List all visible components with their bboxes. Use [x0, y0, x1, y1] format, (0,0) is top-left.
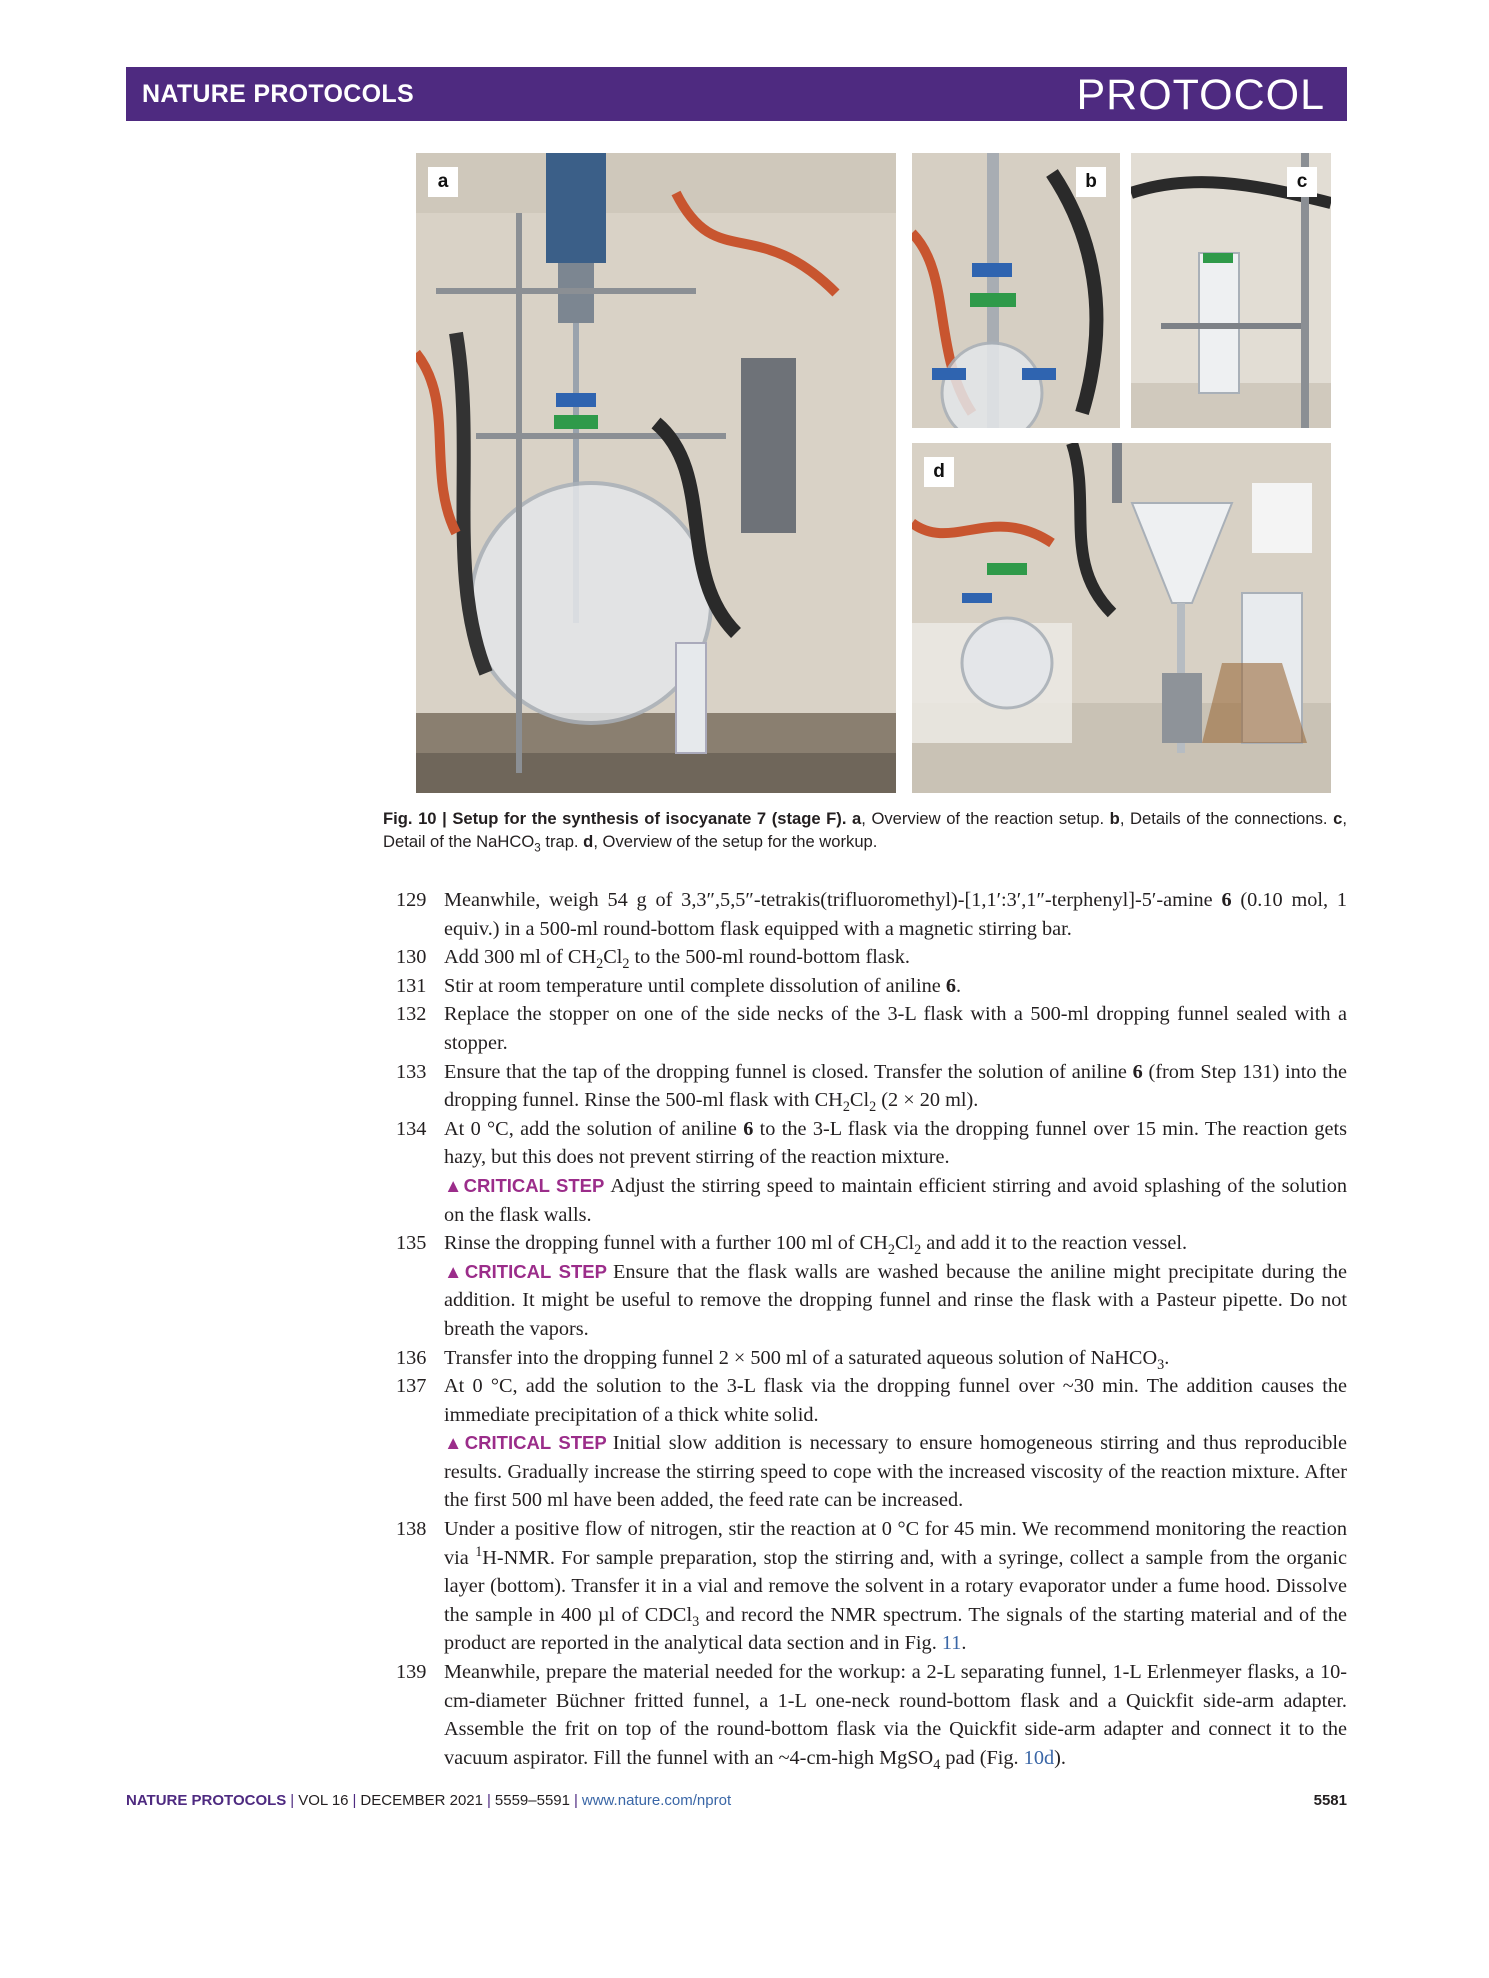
panel-label-d: d [924, 457, 954, 487]
step-number: 129 [396, 889, 427, 911]
compound-ref: 6 [1221, 889, 1232, 911]
journal-name: NATURE PROTOCOLS [142, 80, 414, 108]
critical-step-text: Initial slow addition is necessary to ensure homogeneous stirring and thus reproducible results. Gradually increase the stirring speed to cope with the increased viscosity of the reaction mixture. After the first 500 ml have been added, the feed rate can be increased. [444, 1432, 1347, 1512]
critical-step-tag: ▲CRITICAL STEP [444, 1174, 605, 1196]
caption-text-c-post: trap. [540, 832, 579, 851]
step-number: 135 [396, 1232, 427, 1255]
step-number: 133 [396, 1060, 427, 1083]
figure-panel-c-photo [1131, 153, 1331, 428]
journal-header-bar [126, 67, 1347, 121]
step-135 [396, 1229, 1347, 1343]
step-136 [396, 1344, 1347, 1373]
figure-panel-b-photo [912, 153, 1120, 428]
panel-label-a: a [428, 167, 458, 197]
step-number: 134 [396, 1117, 427, 1140]
figure-link-10d[interactable]: 10d [1023, 1746, 1055, 1769]
step-sub: 2 [842, 1099, 850, 1116]
step-number: 139 [396, 1661, 427, 1684]
critical-step-note [444, 1258, 1347, 1344]
caption-text-a: , Overview of the reaction setup. [861, 809, 1105, 828]
step-text-cont: Cl [894, 1232, 915, 1255]
step-text-cont: Cl [603, 946, 623, 969]
step-139 [396, 1658, 1347, 1772]
footer-date: DECEMBER 2021 [360, 1792, 483, 1809]
caption-text-c-pre: , Detail of the NaHCO [383, 809, 1347, 851]
step-132 [396, 1000, 1347, 1057]
critical-step-tag: ▲CRITICAL STEP [444, 1432, 607, 1454]
step-text-cont: pad (Fig. [940, 1746, 1024, 1769]
caption-ref-c: c [1333, 809, 1343, 828]
caption-ref-b: b [1109, 809, 1120, 828]
step-138 [396, 1515, 1347, 1658]
page-number: 5581 [1313, 1792, 1347, 1809]
figure-panel-a-photo [416, 153, 896, 793]
step-number: 131 [396, 974, 427, 997]
panel-label-b: b [1076, 167, 1106, 197]
step-number: 138 [396, 1518, 427, 1541]
step-text: Under a positive flow of nitrogen, stir the reaction at 0 °C for 45 min. We recommend monitoring the reaction via [444, 1518, 1347, 1569]
step-text-end: to the 500-ml round-bottom flask. [629, 946, 910, 969]
step-number: 132 [396, 1003, 427, 1026]
step-text: Add 300 ml of CH [444, 946, 597, 969]
step-text: Meanwhile, prepare the material needed for the workup: a 2-L separating funnel, 1-L Erlenmeyer flasks, a 10-cm-diameter Büchner fritted funnel, a 1-L one-neck round-bottom flask and a Quickfit side-arm adapter. Assemble the frit on top of the round-bottom flask via the Quickfit side-arm adapter and connect it to the vacuum aspirator. Fill the funnel with an ~4-cm-high MgSO [444, 1661, 1347, 1769]
critical-step-tag: ▲CRITICAL STEP [444, 1260, 607, 1282]
compound-ref: 6 [1132, 1060, 1143, 1083]
step-text-end: (2 × 20 ml). [876, 1089, 979, 1112]
step-text-cont: to the 3-L flask via the dropping funnel over 15 min. The reaction gets hazy, but this does not prevent stirring of the reaction mixture. [444, 1117, 1347, 1169]
compound-ref: 6 [743, 1117, 754, 1140]
step-sub: 3 [692, 1613, 700, 1630]
caption-text-b: , Details of the connections. [1119, 809, 1328, 828]
step-number: 137 [396, 1375, 427, 1398]
step-sub: 2 [869, 1099, 877, 1116]
step-text-cont2: and record the NMR spectrum. The signals of the starting material and of the product are reported in the analytical data section and in Fig. [444, 1603, 1347, 1655]
figure-link-11[interactable]: 11 [941, 1632, 962, 1655]
caption-text-c-sub: 3 [534, 841, 541, 855]
footer-journal: NATURE PROTOCOLS [126, 1792, 287, 1809]
step-134 [396, 1115, 1347, 1229]
step-text-end: . [961, 1632, 967, 1655]
step-text: Transfer into the dropping funnel 2 × 500 ml of a saturated aqueous solution of NaHCO [444, 1346, 1158, 1369]
step-133 [396, 1058, 1347, 1115]
step-text: At 0 °C, add the solution of aniline [444, 1117, 737, 1140]
section-label: PROTOCOL [1076, 71, 1325, 119]
step-137 [396, 1372, 1347, 1515]
step-text: Ensure that the tap of the dropping funnel is closed. Transfer the solution of aniline [444, 1060, 1127, 1083]
step-text: Meanwhile, weigh 54 g of 3,3″,5,5″-tetrakis(trifluoromethyl)-[1,1′:3′,1″-terphenyl]-5′-amine [444, 889, 1213, 911]
caption-ref-a: a [852, 809, 862, 828]
procedure-steps [396, 886, 1347, 1772]
step-number: 130 [396, 946, 427, 969]
caption-text-d: , Overview of the setup for the workup. [593, 832, 878, 851]
footer-url-link[interactable]: www.nature.com/nprot [581, 1792, 732, 1809]
critical-step-text: Adjust the stirring speed to maintain efficient stirring and avoid splashing of the solution on the flask walls. [444, 1174, 1347, 1226]
step-number: 136 [396, 1346, 427, 1369]
figure-panel-d-photo [912, 443, 1331, 793]
step-text: Replace the stopper on one of the side necks of the 3-L flask with a 500-ml dropping funnel sealed with a stopper. [444, 1003, 1347, 1054]
critical-step-note [444, 1172, 1347, 1229]
step-sub: 4 [933, 1756, 941, 1773]
step-text: Rinse the dropping funnel with a further 100 ml of CH [444, 1232, 888, 1255]
step-text-end: . [1164, 1346, 1170, 1369]
figure-caption [383, 807, 1347, 853]
step-sup: 1 [475, 1543, 483, 1560]
step-text-end: and add it to the reaction vessel. [921, 1232, 1188, 1255]
panel-label-c: c [1287, 167, 1317, 197]
step-text-cont: (from Step 131) into the dropping funnel. Rinse the 500-ml flask with CH [444, 1060, 1347, 1112]
step-text: At 0 °C, add the solution to the 3-L flask via the dropping funnel over ~30 min. The addition causes the immediate precipitation of a thick white solid. [444, 1375, 1347, 1426]
step-text-cont2: Cl [849, 1089, 870, 1112]
footer-pages: 5559–5591 [494, 1792, 570, 1809]
footer-volume: VOL 16 [298, 1792, 349, 1809]
step-130 [396, 943, 1347, 972]
step-text: Stir at room temperature until complete dissolution of aniline [444, 974, 941, 997]
step-text-cont: (0.10 mol, 1 equiv.) in a 500-ml round-bottom flask equipped with a magnetic stirring bar. [444, 889, 1348, 940]
critical-step-note [444, 1429, 1347, 1515]
step-sub: 2 [914, 1242, 922, 1259]
caption-ref-d: d [583, 832, 594, 851]
compound-ref: 6 [945, 974, 957, 997]
step-129 [396, 886, 1347, 943]
step-sub: 2 [622, 956, 630, 973]
critical-step-text: Ensure that the flask walls are washed because the aniline might precipitate during the addition. It might be useful to remove the dropping funnel and rinse the flask with a Pasteur pipette. Do not breath the vapors. [444, 1260, 1347, 1340]
step-text-cont: H-NMR. For sample preparation, stop the stirring and, with a syringe, collect a sample from the organic layer (bottom). Transfer it in a vial and remove the solvent in a rotary evaporator under a fume hood. Dissolve the sample in 400 µl of CDCl [444, 1546, 1347, 1626]
step-text-end: . [956, 974, 962, 997]
step-131 [396, 972, 1347, 1001]
page-footer: NATURE PROTOCOLS | VOL 16 | DECEMBER 2021 | 5559–5591 | www.nature.com/nprot 5581 [126, 1792, 1347, 1809]
caption-fig-label: Fig. 10 | Setup for the synthesis of isocyanate 7 (stage F). [383, 809, 847, 828]
step-sub: 3 [1157, 1356, 1165, 1373]
step-sub: 2 [887, 1242, 895, 1259]
step-text-end: ). [1054, 1746, 1066, 1769]
step-sub: 2 [596, 956, 604, 973]
